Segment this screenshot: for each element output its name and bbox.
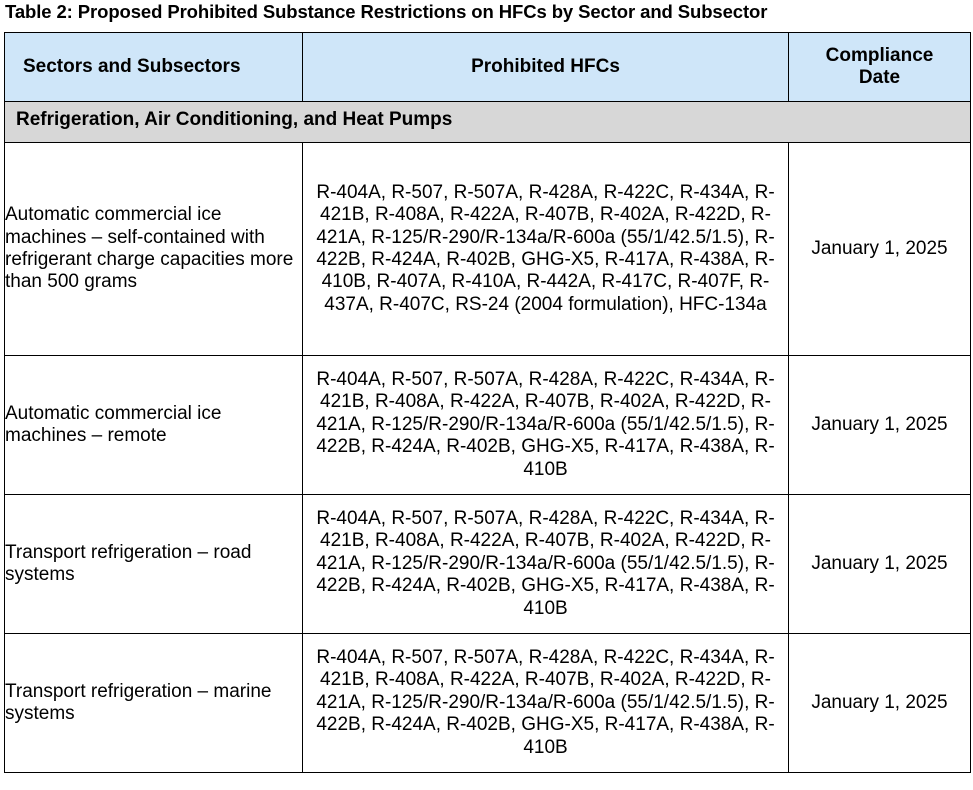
table-row: [5, 634, 971, 773]
compliance-date-cell: January 1, 2025: [789, 495, 971, 634]
prohibited-hfcs-cell: R-404A, R-507, R-507A, R-428A, R-422C, R-434A, R-421B, R-408A, R-422A, R-407B, R-402A, R-422D, R-421A, R-125/R-290/R-134a/R-600a (55/1/42.5/1.5), R-422B, R-424A, R-402B, GHG-X5, R-417A, R-438A, R-410B: [303, 495, 789, 634]
compliance-date-cell: January 1, 2025: [789, 143, 971, 356]
header-prohibited-hfcs: Prohibited HFCs: [303, 33, 789, 102]
subsector-cell: Automatic commercial ice machines – self-contained with refrigerant charge capacities more than 500 grams: [5, 143, 303, 356]
compliance-date-cell: January 1, 2025: [789, 634, 971, 773]
section-row: [5, 102, 971, 143]
prohibited-hfcs-cell: R-404A, R-507, R-507A, R-428A, R-422C, R-434A, R-421B, R-408A, R-422A, R-407B, R-402A, R-422D, R-421A, R-125/R-290/R-134a/R-600a (55/1/42.5/1.5), R-422B, R-424A, R-402B, GHG-X5, R-417A, R-438A, R-410B: [303, 356, 789, 495]
header-sectors: Sectors and Subsectors: [5, 33, 303, 102]
prohibited-hfcs-cell: R-404A, R-507, R-507A, R-428A, R-422C, R-434A, R-421B, R-408A, R-422A, R-407B, R-402A, R-422D, R-421A, R-125/R-290/R-134a/R-600a (55/1/42.5/1.5), R-422B, R-424A, R-402B, GHG-X5, R-417A, R-438A, R-410B, R-407A, R-410A, R-442A, R-417C, R-407F, R-437A, R-407C, RS-24 (2004 formulation), HFC-134a: [303, 143, 789, 356]
header-compliance-date-line2: Date: [858, 67, 901, 88]
hfc-restrictions-table: [4, 32, 971, 773]
header-compliance-date-line1: Compliance: [825, 44, 934, 66]
table-row: [5, 495, 971, 634]
table-row: [5, 356, 971, 495]
compliance-date-cell: January 1, 2025: [789, 356, 971, 495]
subsector-cell: Transport refrigeration – marine systems: [5, 634, 303, 773]
subsector-cell: Transport refrigeration – road systems: [5, 495, 303, 634]
prohibited-hfcs-cell: R-404A, R-507, R-507A, R-428A, R-422C, R-434A, R-421B, R-408A, R-422A, R-407B, R-402A, R-422D, R-421A, R-125/R-290/R-134a/R-600a (55/1/42.5/1.5), R-422B, R-424A, R-402B, GHG-X5, R-417A, R-438A, R-410B: [303, 634, 789, 773]
table-row: [5, 143, 971, 356]
header-compliance-date: [789, 33, 971, 102]
section-title: Refrigeration, Air Conditioning, and Heat Pumps: [5, 102, 971, 143]
table-caption: Table 2: Proposed Prohibited Substance Restrictions on HFCs by Sector and Subsector: [5, 1, 768, 22]
subsector-cell: Automatic commercial ice machines – remote: [5, 356, 303, 495]
header-row: [5, 33, 971, 102]
